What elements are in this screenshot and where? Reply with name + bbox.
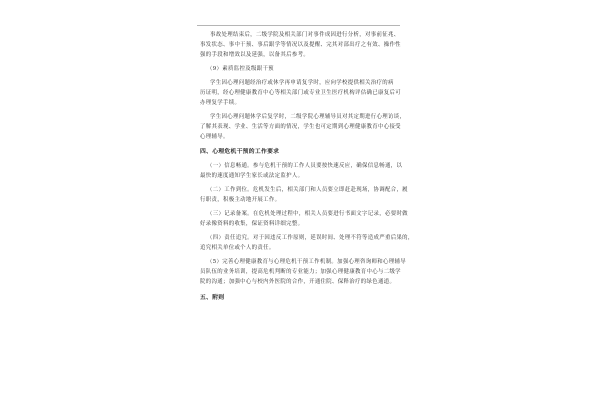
section-heading: 四、心理危机干预的工作要求 — [200, 149, 280, 155]
text-line: （二）工作到位。危机发生后，相关部门和人员要立即赶赴现场，协调配合，履 — [207, 187, 408, 193]
text-line: 追究相关单位或个人的责任。 — [200, 245, 275, 251]
text-line: 强的手段和增效以及延强，以备其后参考。 — [200, 52, 310, 58]
text-line: （一）信息畅通。参与危机干预的工作人员要按快速反应，确保信息畅通，以 — [207, 163, 403, 169]
text-line: （四）责任追究。对于因违反工作原则，延误时间、处理不符等造成严重后果的， — [207, 235, 414, 241]
text-line: 心理辅导。 — [200, 134, 229, 140]
text-line: 好录像资料的收集，保证资料详细完整。 — [200, 221, 304, 227]
text-line: 院的沟通；加强中心与校内外医院的合作，开通住院、保释治疗的绿色通道。 — [200, 279, 396, 285]
text-line: 学生因心理问题休学后复学时，二级学院心理辅导员对其定期进行心理访谈， — [210, 114, 406, 120]
text-line: 事故处理结束后，二级学院及相关部门对事件成因进行分析，对事前征兆、 — [210, 32, 400, 38]
text-line: 了解其表现、学业、生活等方面的情况，学生也可定期到心理健康教育中心接受 — [200, 124, 401, 130]
text-line: 历证明，经心理健康教育中心等相关部门或专业卫生医疗机构评估确已康复后可 — [200, 90, 401, 96]
text-line: （5）完善心理健康教育与心理危机干预工作机制。加强心理咨询师和心理辅导 — [207, 259, 406, 265]
text-line: 行职责，积极主动地开展工作。 — [200, 197, 281, 203]
text-line: 事发状态、事中干预、事后跟学等情况以及提醒、完其对部出疗之有效、操作性 — [200, 42, 401, 48]
text-line: 办理复学手续。 — [200, 100, 241, 106]
header-rule — [197, 25, 400, 26]
text-line: （9）素质监控及级跟干预 — [207, 66, 274, 72]
text-line: 员队伍的业务培训，提高危机判断的专业能力；加强心理健康教育中心与二级学 — [200, 269, 401, 275]
section-heading: 五、附则 — [200, 295, 225, 301]
text-line: （三）记录备案。在危机处理过程中，相关人员要进行书面文字记录，必要时做 — [207, 211, 408, 217]
text-line: 最快的速度通知学生家长或法定监护人。 — [200, 173, 304, 179]
text-line: 学生因心理问题经治疗或休学再申请复学时，应向学校提供相关治疗的病 — [210, 80, 394, 86]
